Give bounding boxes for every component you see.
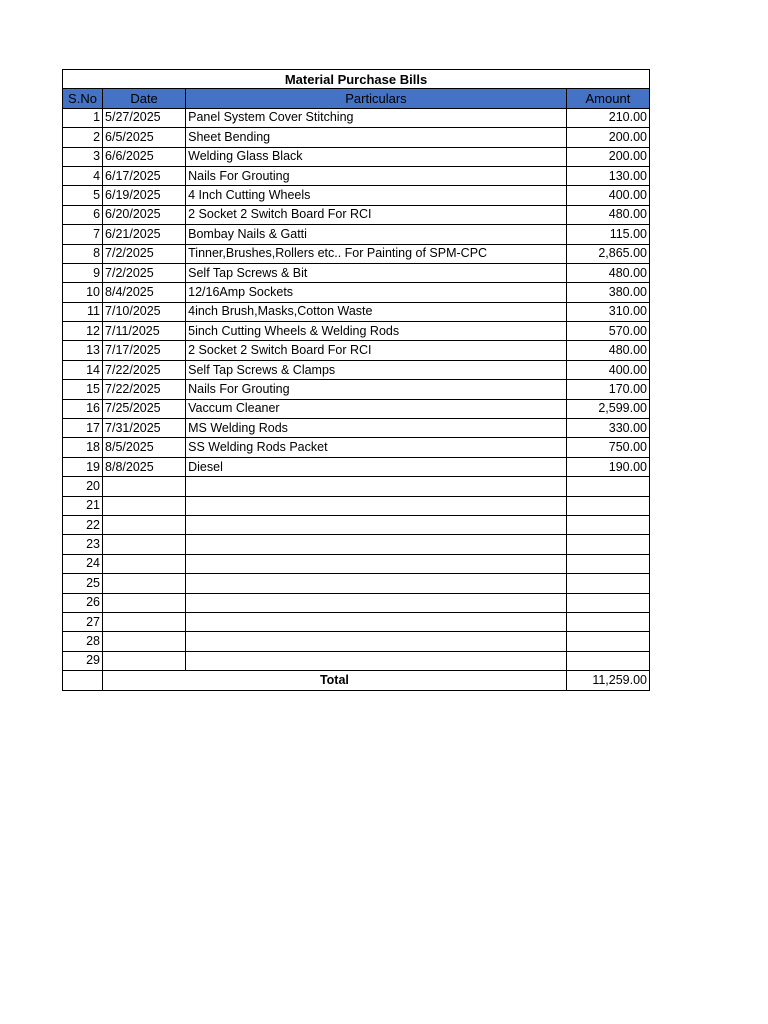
cell-particulars (186, 651, 567, 670)
cell-sno: 8 (63, 244, 103, 263)
cell-particulars (186, 535, 567, 554)
cell-date: 6/21/2025 (103, 225, 186, 244)
cell-amount: 2,599.00 (566, 399, 649, 418)
cell-sno: 16 (63, 399, 103, 418)
cell-particulars: 12/16Amp Sockets (186, 283, 567, 302)
cell-date: 6/20/2025 (103, 205, 186, 224)
cell-sno: 12 (63, 322, 103, 341)
cell-particulars: Vaccum Cleaner (186, 399, 567, 418)
cell-amount: 115.00 (566, 225, 649, 244)
table-row (63, 419, 650, 438)
total-label: Total (103, 671, 567, 690)
total-amount: 11,259.00 (566, 671, 649, 690)
cell-sno: 2 (63, 128, 103, 147)
cell-date: 6/17/2025 (103, 166, 186, 185)
cell-date (103, 515, 186, 534)
cell-sno: 29 (63, 651, 103, 670)
cell-sno: 6 (63, 205, 103, 224)
cell-sno: 18 (63, 438, 103, 457)
header-sno: S.No (63, 89, 103, 108)
cell-date: 7/22/2025 (103, 360, 186, 379)
cell-amount (566, 632, 649, 651)
cell-sno: 20 (63, 477, 103, 496)
total-sno-cell (63, 671, 103, 690)
cell-sno: 25 (63, 574, 103, 593)
table-row (63, 205, 650, 224)
table-row (63, 438, 650, 457)
cell-particulars: Nails For Grouting (186, 166, 567, 185)
header-particulars: Particulars (186, 89, 567, 108)
cell-amount: 190.00 (566, 457, 649, 476)
cell-amount (566, 651, 649, 670)
table-row (63, 283, 650, 302)
cell-particulars (186, 632, 567, 651)
cell-date (103, 477, 186, 496)
header-date: Date (103, 89, 186, 108)
material-purchase-table (62, 69, 650, 691)
table-row (63, 515, 650, 534)
cell-date: 6/19/2025 (103, 186, 186, 205)
cell-particulars: Diesel (186, 457, 567, 476)
table-row (63, 186, 650, 205)
cell-amount (566, 612, 649, 631)
cell-date: 5/27/2025 (103, 108, 186, 127)
cell-particulars (186, 593, 567, 612)
header-amount: Amount (566, 89, 649, 108)
cell-particulars: 4 Inch Cutting Wheels (186, 186, 567, 205)
cell-date: 6/6/2025 (103, 147, 186, 166)
cell-sno: 21 (63, 496, 103, 515)
cell-date (103, 574, 186, 593)
cell-sno: 13 (63, 341, 103, 360)
cell-date: 6/5/2025 (103, 128, 186, 147)
cell-amount: 480.00 (566, 205, 649, 224)
cell-amount (566, 593, 649, 612)
cell-date: 7/11/2025 (103, 322, 186, 341)
cell-sno: 22 (63, 515, 103, 534)
cell-particulars: Tinner,Brushes,Rollers etc.. For Painting of SPM-CPC (186, 244, 567, 263)
cell-date: 7/17/2025 (103, 341, 186, 360)
cell-particulars: SS Welding Rods Packet (186, 438, 567, 457)
cell-sno: 19 (63, 457, 103, 476)
cell-particulars: Bombay Nails & Gatti (186, 225, 567, 244)
cell-date: 8/4/2025 (103, 283, 186, 302)
cell-amount: 380.00 (566, 283, 649, 302)
cell-amount: 210.00 (566, 108, 649, 127)
cell-date (103, 535, 186, 554)
cell-particulars (186, 574, 567, 593)
cell-particulars: 5inch Cutting Wheels & Welding Rods (186, 322, 567, 341)
cell-particulars: 4inch Brush,Masks,Cotton Waste (186, 302, 567, 321)
table-row (63, 574, 650, 593)
table-row (63, 108, 650, 127)
cell-particulars (186, 554, 567, 573)
cell-sno: 28 (63, 632, 103, 651)
cell-date (103, 651, 186, 670)
cell-sno: 1 (63, 108, 103, 127)
cell-date: 7/10/2025 (103, 302, 186, 321)
table-row (63, 535, 650, 554)
table-row (63, 477, 650, 496)
table-row (63, 341, 650, 360)
table-row (63, 244, 650, 263)
header-row (63, 89, 650, 108)
cell-amount: 400.00 (566, 360, 649, 379)
cell-particulars: Self Tap Screws & Clamps (186, 360, 567, 379)
cell-amount: 750.00 (566, 438, 649, 457)
table-row (63, 380, 650, 399)
table-row (63, 399, 650, 418)
cell-particulars: Panel System Cover Stitching (186, 108, 567, 127)
cell-sno: 9 (63, 263, 103, 282)
table-row (63, 225, 650, 244)
cell-amount (566, 477, 649, 496)
cell-sno: 17 (63, 419, 103, 438)
table-body (63, 108, 650, 670)
table-row (63, 263, 650, 282)
cell-sno: 7 (63, 225, 103, 244)
cell-sno: 3 (63, 147, 103, 166)
cell-amount: 200.00 (566, 147, 649, 166)
table-row (63, 554, 650, 573)
cell-date: 8/8/2025 (103, 457, 186, 476)
cell-amount (566, 496, 649, 515)
cell-amount: 480.00 (566, 263, 649, 282)
cell-date: 7/25/2025 (103, 399, 186, 418)
cell-sno: 14 (63, 360, 103, 379)
table-row (63, 593, 650, 612)
cell-sno: 11 (63, 302, 103, 321)
cell-sno: 15 (63, 380, 103, 399)
cell-amount (566, 515, 649, 534)
cell-date (103, 612, 186, 631)
cell-date (103, 554, 186, 573)
cell-date: 7/2/2025 (103, 263, 186, 282)
table-row (63, 651, 650, 670)
cell-sno: 24 (63, 554, 103, 573)
cell-amount (566, 574, 649, 593)
total-row (63, 671, 650, 690)
cell-amount: 330.00 (566, 419, 649, 438)
cell-date: 7/2/2025 (103, 244, 186, 263)
table-row (63, 128, 650, 147)
cell-particulars: 2 Socket 2 Switch Board For RCI (186, 341, 567, 360)
cell-date (103, 496, 186, 515)
cell-particulars: 2 Socket 2 Switch Board For RCI (186, 205, 567, 224)
cell-amount: 2,865.00 (566, 244, 649, 263)
cell-particulars: Sheet Bending (186, 128, 567, 147)
cell-particulars: Nails For Grouting (186, 380, 567, 399)
cell-amount: 570.00 (566, 322, 649, 341)
cell-date: 7/22/2025 (103, 380, 186, 399)
cell-amount: 480.00 (566, 341, 649, 360)
cell-sno: 5 (63, 186, 103, 205)
table-row (63, 147, 650, 166)
cell-particulars (186, 477, 567, 496)
cell-amount: 130.00 (566, 166, 649, 185)
cell-particulars (186, 515, 567, 534)
cell-particulars: Self Tap Screws & Bit (186, 263, 567, 282)
cell-particulars: Welding Glass Black (186, 147, 567, 166)
table-row (63, 302, 650, 321)
table-row (63, 612, 650, 631)
table-row (63, 496, 650, 515)
cell-sno: 23 (63, 535, 103, 554)
cell-particulars: MS Welding Rods (186, 419, 567, 438)
table-row (63, 457, 650, 476)
cell-amount (566, 554, 649, 573)
cell-date: 8/5/2025 (103, 438, 186, 457)
table-row (63, 322, 650, 341)
cell-amount: 310.00 (566, 302, 649, 321)
table-row (63, 632, 650, 651)
cell-date: 7/31/2025 (103, 419, 186, 438)
cell-particulars (186, 612, 567, 631)
table-row (63, 360, 650, 379)
cell-sno: 10 (63, 283, 103, 302)
table-title: Material Purchase Bills (63, 70, 650, 89)
cell-sno: 26 (63, 593, 103, 612)
cell-amount: 200.00 (566, 128, 649, 147)
cell-sno: 27 (63, 612, 103, 631)
cell-amount: 170.00 (566, 380, 649, 399)
cell-date (103, 632, 186, 651)
cell-amount: 400.00 (566, 186, 649, 205)
cell-sno: 4 (63, 166, 103, 185)
cell-amount (566, 535, 649, 554)
cell-date (103, 593, 186, 612)
title-row (63, 70, 650, 89)
table-row (63, 166, 650, 185)
cell-particulars (186, 496, 567, 515)
